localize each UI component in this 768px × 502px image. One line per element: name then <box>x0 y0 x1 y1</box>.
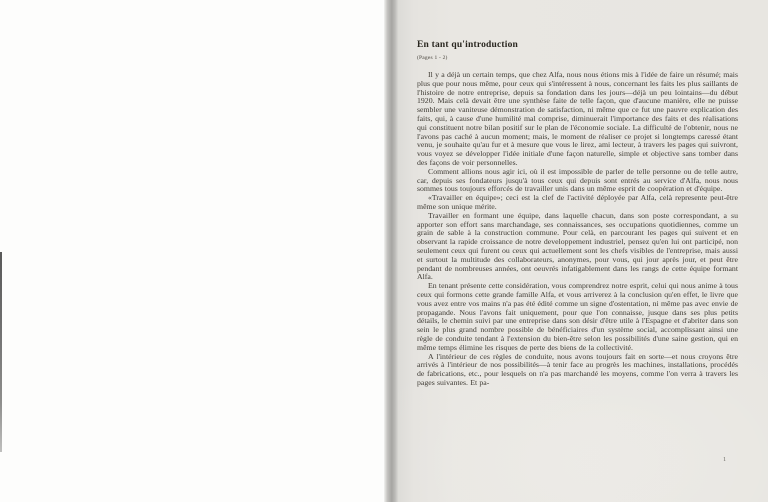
page-number: 1 <box>723 456 727 463</box>
scan-edge-artifact <box>0 252 2 452</box>
page-gutter <box>384 0 398 502</box>
body-text <box>417 71 738 388</box>
paragraph: Il y a déjà un certain temps, que chez Alfa, nous nous étions mis à l'idée de faire un résumé; mais plus que pour nous même, pour ceux qui s'intéressent à nous, concernant les faits les plus saillants de l'histoire de notre entreprise, depuis sa fondation dans les jours—déjà un peu lointains—du début 1920. Mais celà devait être une synthèse faite de telle façon, que d'aucune manière, elle ne puisse sembler une vaniteuse démonstration de satisfaction, ni même que ce fut une pauvre explication des faits, qui, à cause d'une humilité mal comprise, diminuerait l'importance des faits et des réalisations qui constituent notre bilan positif sur le plan de l'économie sociale. La difficulté de l'obtenir, nous ne l'avons pas caché à aucun moment; mais, le moment de réaliser ce projet si longtemps caressé étant venu, je souhaite qu'au fur et à mesure que vous le lirez, ami lecteur, à travers les pages qui suivront, vous voyez se développer l'idée initiale d'une façon naturelle, simple et objective sans tomber dans des façons de voir personnelles. <box>417 70 738 167</box>
paragraph: En tenant présente cette considération, vous comprendrez notre esprit, celui qui nous anime à tous ceux qui formons cette grande famille Alfa, et vous arriverez à la conclusion qu'en effet, le livre que vous avez entre vos mains n'a pas été édité comme un signe d'ostentation, ni même pas avec envie de propagande. Nous l'avons fait uniquement, pour que l'on connaisse, jusque dans ses plus petits détails, le chemin suivi par une entreprise dans son désir d'être utile à l'Espagne et d'abriter dans son sein le plus grand nombre possible de bénéficiaires d'un système social, accomplissant ainsi une règle de conduite tendant à l'extension du bien-être selon les possibilités d'une saine gestion, qui en même temps élimine les risques de perte des biens de la collectivité. <box>417 281 738 352</box>
paragraph: Travailler en formant une équipe, dans laquelle chacun, dans son poste correspondant, a su apporter son effort sans marchandage, ses connaissances, ses occupations quotidiennes, comme un grain de sable à la construction commune. Pour celà, en parcourant les pages qui suivent et en observant la rapide croissance de notre developpement industriel, pensez qu'en lui ont participé, non seulement ceux qui furent ou ceux qui actuellement sont les chefs visibles de l'entreprise, mais aussi et surtout la multitude des collaborateurs, anonymes, pour vous, qui jour après jour, et peut être pendant de nombreuses années, ont oeuvrés infatigablement dans les rangs de cette équipe formant Alfa. <box>417 210 738 282</box>
paragraph: Comment allions nous agir ici, où il est impossible de parler de telle personne ou de telle autre, car, depuis ses fondateurs jusqu'à tous ceux qui depuis sont entrés au service d'Alfa, nous nous sommes tous toujours efforcés de travailler unis dans un même esprit de coopération et d'équipe. <box>417 166 738 194</box>
page-subtitle: (Pages 1 - 2) <box>417 55 448 61</box>
right-page <box>398 0 768 502</box>
paragraph: «Travailler en équipe»; ceci est la clef de l'activité déployée par Alfa, celà represente peut-être même son unique mérite. <box>417 193 738 211</box>
page-title: En tant qu'introduction <box>417 40 519 50</box>
paragraph: A l'intérieur de ces règles de conduite, nous avons toujours fait en sorte—et nous croyons être arrivés à l'intérieur de nos possibilités—à tenir face au progrès les machines, installations, procédés de fabrications, etc., pour lesquels on n'a pas marchandé les moyens, comme l'on verra à travers les pages suivantes. Et pa- <box>417 351 738 387</box>
page-content <box>417 40 738 388</box>
